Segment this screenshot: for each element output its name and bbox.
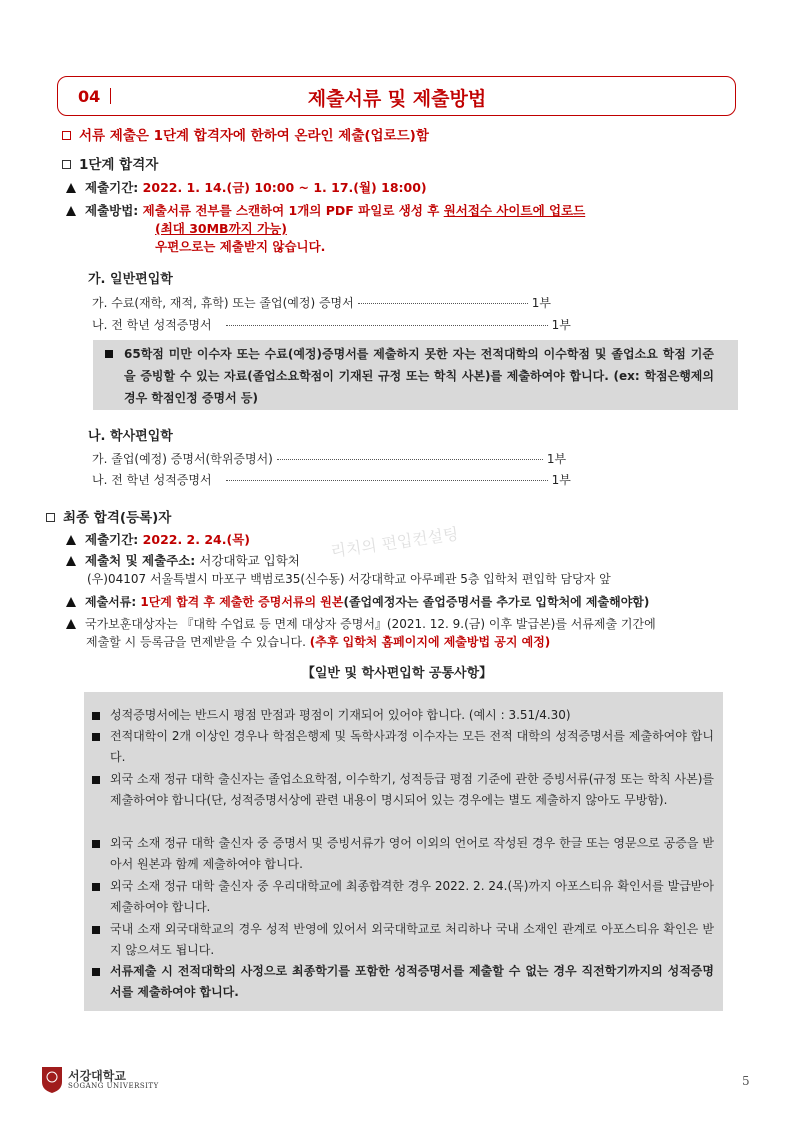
- square-bullet-icon: [92, 968, 100, 976]
- final-heading: 최종 합격(등록)자: [46, 508, 171, 528]
- stage1-period: 제출기간: 2022. 1. 14.(금) 10:00 ~ 1. 17.(월) 18:00): [66, 178, 427, 198]
- stage1-method-limit: (최대 30MB까지 가능): [155, 221, 287, 236]
- triangle-bullet-icon: [66, 206, 76, 216]
- square-bullet-icon: [105, 350, 113, 358]
- section-number: 04: [78, 87, 101, 106]
- general-heading: 가. 일반편입학: [88, 272, 173, 287]
- stage1-heading: 1단계 합격자: [62, 155, 158, 175]
- triangle-bullet-icon: [66, 619, 76, 629]
- final-docs: 제출서류: 1단계 합격 후 제출한 증명서류의 원본(졸업예정자는 졸업증명서를 추가로 입학처에 제출해야함): [66, 592, 649, 612]
- upload-site-link: 원서접수 사이트에 업로드: [443, 203, 586, 218]
- academic-heading: 나. 학사편입학: [88, 429, 173, 444]
- logo-korean: 서강대학교: [68, 1069, 126, 1083]
- section-title: 제출서류 및 제출방법: [307, 88, 487, 110]
- square-bullet-icon: [92, 712, 100, 720]
- intro-line: [62, 126, 429, 146]
- square-bullet-icon: [92, 926, 100, 934]
- final-veteran-2: 제출할 시 등록금을 면제받을 수 있습니다. (추후 입학처 홈페이지에 제출방법 공지 예정): [86, 635, 551, 649]
- general-note-box: [93, 340, 738, 410]
- page-number: 5: [742, 1074, 750, 1088]
- general-note-text: 65학점 미만 이수자 또는 수료(예정)증명서를 제출하지 못한 자는 전적대학의 이수학점 및 졸업소요 학점 기준을 증빙할 수 있는 자료(졸업소요학점이 기재된 규정 또는 학칙 사본)를 제출하여야 합니다. (ex: 학점은행제의 경우 학점인정 증명서 등): [124, 347, 714, 405]
- checkbox-icon: [62, 160, 71, 169]
- final-address: (우)04107 서울특별시 마포구 백범로35(신수동) 서강대학교 아루페관 5층 입학처 편입학 담당자 앞: [87, 572, 611, 586]
- academic-item-2: 나. 전 학년 성적증명서 1부: [92, 473, 571, 487]
- final-veteran-1: 국가보훈대상자는 『대학 수업료 등 면제 대상자 증명서』(2021. 12. 9.(금) 이후 발급본)를 서류제출 기간에: [66, 614, 656, 634]
- square-bullet-icon: [92, 883, 100, 891]
- general-item-2: 나. 전 학년 성적증명서 1부: [92, 318, 571, 332]
- watermark: 리치의 편입컨설팅: [329, 524, 460, 561]
- common-title: 【일반 및 학사편입학 공통사항】: [301, 666, 493, 681]
- common-notes-box: 성적증명서에는 반드시 평점 만점과 평점이 기재되어 있어야 합니다. (예시 : 3.51/4.30) 전적대학이 2개 이상인 경우나 학점은행제 및 독학사과정 이수자는 모든 전적 대학의 성적증명서를 제출하여야 합니다. 외국 소재 정규 대학 출신자는 졸업소요학점, 이수학기, 성적등급 평점 기준에 관한 증빙서류(규정 또는 학칙 사본)를 제출하여야 합니다(단, 성적증명서상에 관련 내용이 명시되어 있는 경우에는 별도 제출하지 않아도 무방함). 외국 소재 정규 대학 출신자 중 증명서 및 증빙서류가 영어 이외의 언어로 작성된 경우 한글 또는 영문으로 공증을 받아서 원본과 함께 제출하여야 합니다. 외국 소재 정규 대학 출신자 중 우리대학교에 최종합격한 경우 2022. 2. 24.(목)까지 아포스티유 확인서를 발급받아 제출하여야 합니다. 국내 소재 외국대학교의 경우 성적 반영에 있어서 외국대학교로 처리하나 국내 소재인 관계로 아포스티유 확인은 받지 않으셔도 됩니다. 서류제출 시 전적대학의 사정으로 최종학기를 포함한 성적증명서를 제출할 수 없는 경우 직전학기까지의 성적증명서를 제출하여야 합니다.: [84, 692, 723, 1011]
- intro-text: 서류 제출은 1단계 합격자에 한하여 온라인 제출(업로드)함: [79, 128, 429, 144]
- stage1-method: 제출방법: 제출서류 전부를 스캔하여 1개의 PDF 파일로 생성 후 원서접수 사이트에 업로드: [66, 201, 585, 221]
- final-period: 제출기간: 2022. 2. 24.(목): [66, 530, 250, 550]
- logo-english: SOGANG UNIVERSITY: [68, 1082, 159, 1090]
- stage1-method-nomail: 우편으로는 제출받지 않습니다.: [155, 239, 326, 254]
- square-bullet-icon: [92, 733, 100, 741]
- academic-item-1: 가. 졸업(예정) 증명서(학위증명서) 1부: [92, 452, 567, 466]
- checkbox-icon: [46, 513, 55, 522]
- triangle-bullet-icon: [66, 183, 76, 193]
- general-item-1: 가. 수료(재학, 재적, 휴학) 또는 졸업(예정) 증명서 1부: [92, 296, 551, 310]
- square-bullet-icon: [92, 776, 100, 784]
- final-place: 제출처 및 제출주소: 서강대학교 입학처: [66, 551, 300, 571]
- triangle-bullet-icon: [66, 556, 76, 566]
- stage1-period-value: 2022. 1. 14.(금) 10:00 ~ 1. 17.(월) 18:00): [142, 180, 427, 195]
- checkbox-icon: [62, 131, 71, 140]
- triangle-bullet-icon: [66, 597, 76, 607]
- triangle-bullet-icon: [66, 535, 76, 545]
- university-logo: [40, 1064, 159, 1097]
- square-bullet-icon: [92, 840, 100, 848]
